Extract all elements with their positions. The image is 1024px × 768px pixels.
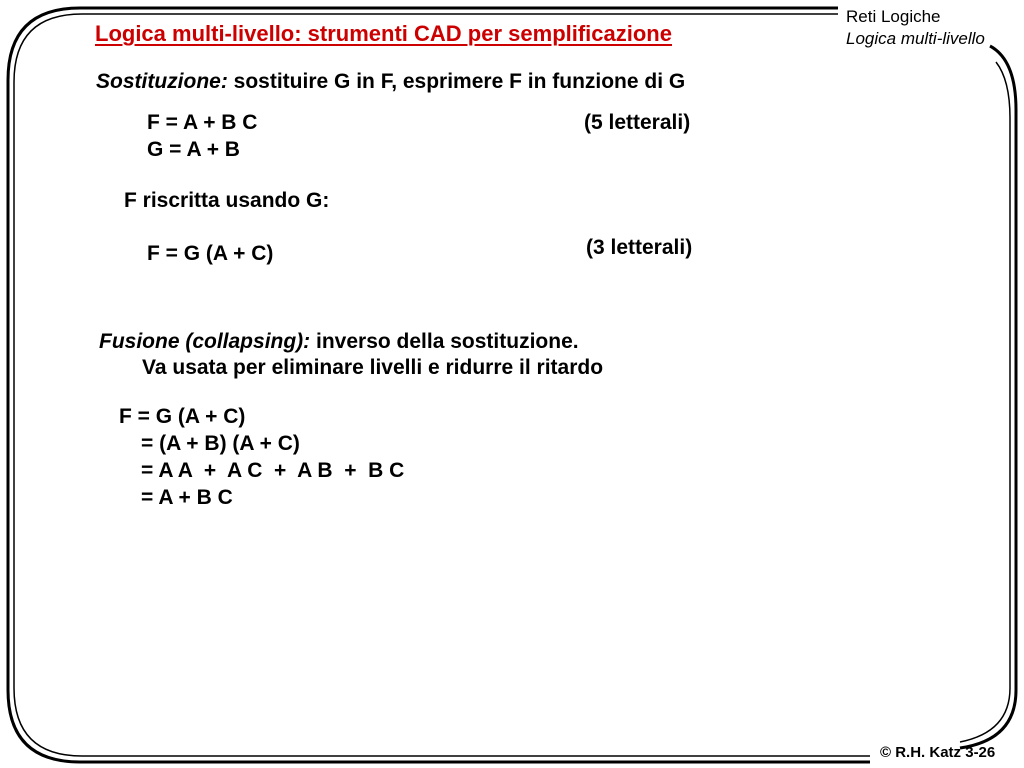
substitution-definition — [96, 70, 685, 94]
collapsing-step: F = G (A + C) — [119, 405, 246, 428]
frame-inner-border — [14, 14, 870, 756]
frame-right-inner — [960, 62, 1010, 742]
collapsing-definition — [99, 330, 579, 354]
substitution-term: Sostituzione: — [96, 70, 228, 93]
topic-name: Logica multi-livello — [846, 29, 985, 48]
collapsing-step: = A A + A C + A B + B C — [141, 459, 405, 482]
slide-title: Logica multi-livello: strumenti CAD per semplificazione — [95, 21, 672, 46]
collapsing-description-2: Va usata per eliminare livelli e ridurre il ritardo — [142, 356, 604, 379]
f-rewritten-literal-count: (3 letterali) — [586, 236, 693, 259]
course-name: Reti Logiche — [846, 7, 941, 26]
collapsing-step: = (A + B) (A + C) — [141, 432, 300, 455]
substitution-description: sostituire G in F, esprimere F in funzione di G — [233, 70, 686, 93]
g-equation: G = A + B — [147, 138, 240, 161]
f-rewritten-equation: F = G (A + C) — [147, 242, 274, 265]
slide-footer: © R.H. Katz 3-26 — [880, 744, 996, 761]
collapsing-term: Fusione (collapsing): — [99, 330, 311, 353]
collapsing-description: inverso della sostituzione. — [316, 330, 579, 353]
f-equation: F = A + B C — [147, 111, 258, 134]
frame-right-outer — [960, 46, 1016, 748]
frame-outer-border — [8, 8, 870, 762]
f-literal-count: (5 letterali) — [584, 111, 691, 134]
collapsing-step: = A + B C — [141, 486, 233, 509]
rewrite-label: F riscritta usando G: — [124, 189, 330, 212]
